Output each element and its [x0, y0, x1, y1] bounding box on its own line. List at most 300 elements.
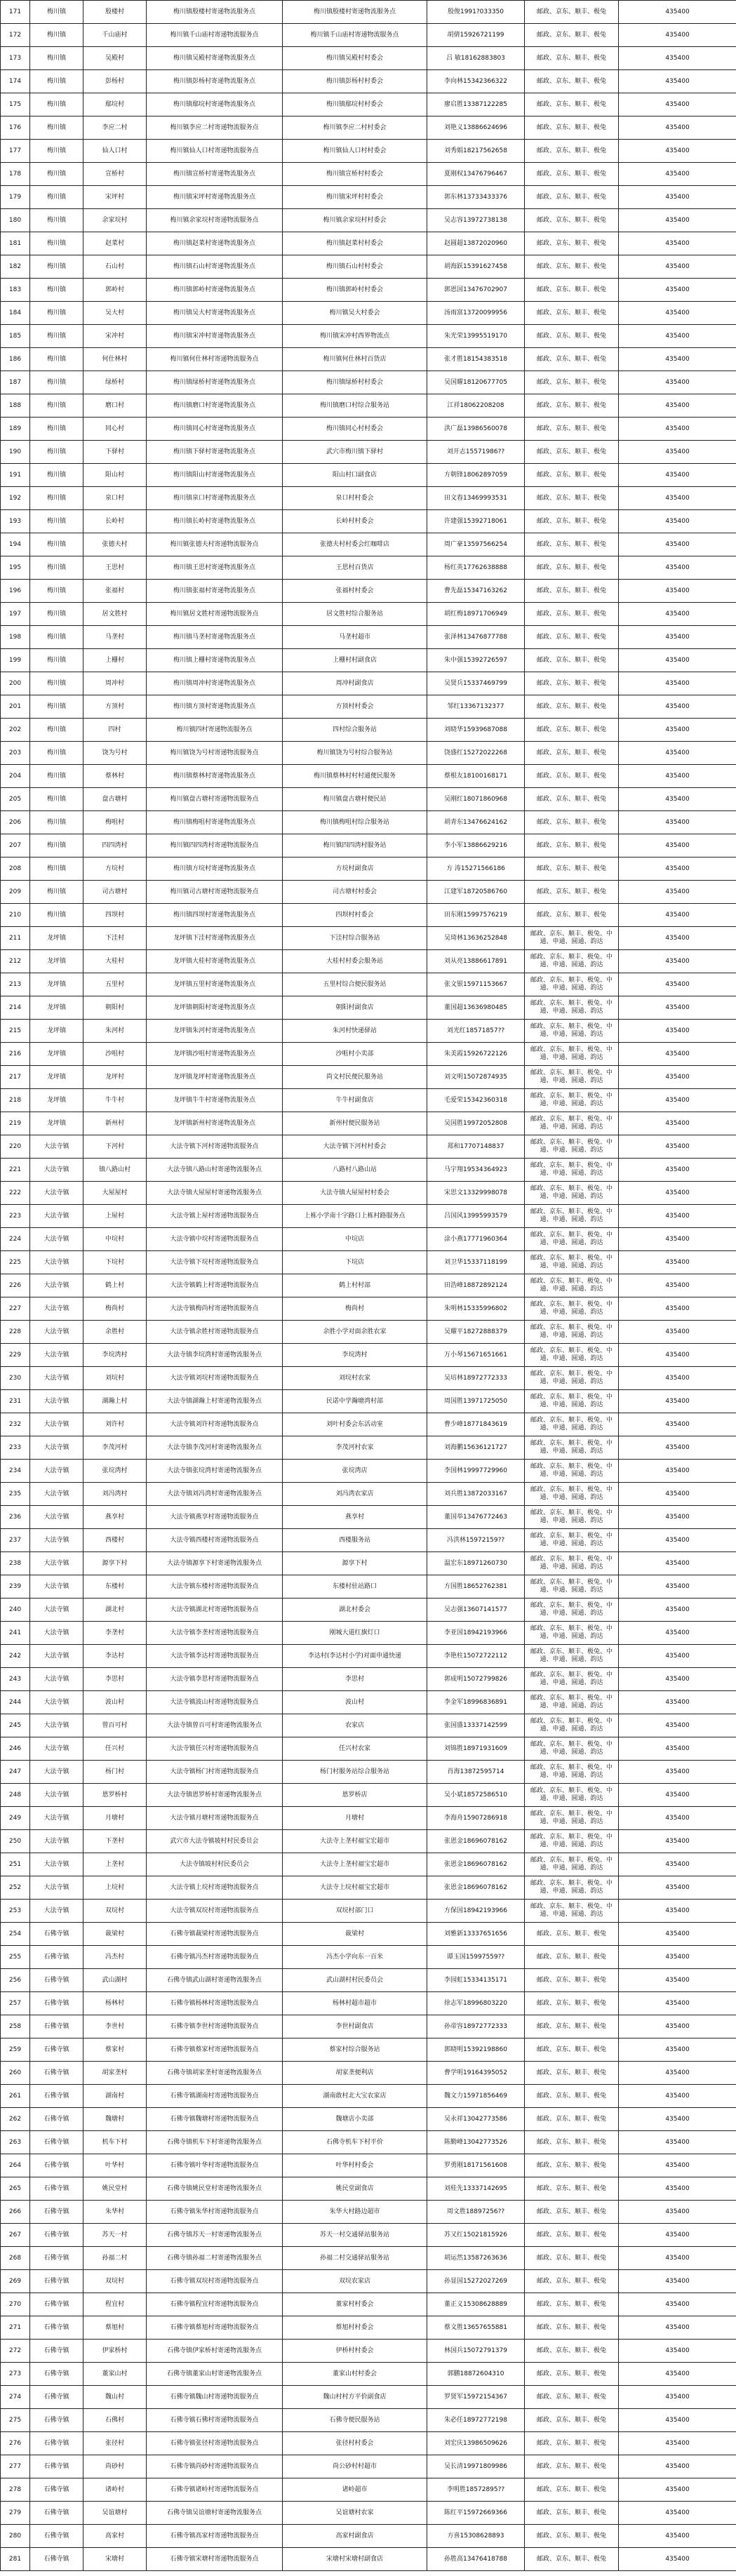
contact-cell: 孙胜高13476418788 — [427, 2548, 525, 2571]
contact-cell: 郭东林13733433376 — [427, 186, 525, 209]
row-index: 257 — [1, 1992, 30, 2015]
address-cell: 叶华村村委会 — [283, 2154, 427, 2177]
address-cell: 梅川镇余家垸村村委会 — [283, 209, 427, 232]
village-cell: 朝阳村 — [83, 996, 147, 1020]
town-cell: 梅川镇 — [30, 279, 83, 302]
table-row — [1, 672, 736, 695]
town-cell: 龙坪镇 — [30, 1112, 83, 1135]
carriers-cell: 邮政、京东、顺丰、极兔 — [525, 2247, 619, 2270]
service-point-name-cell: 大法寺镇源享下村寄递物流服务点 — [147, 1552, 283, 1575]
carriers-cell: 邮政、京东、顺丰、极兔 — [525, 186, 619, 209]
town-cell: 梅川镇 — [30, 163, 83, 186]
row-index: 189 — [1, 418, 30, 441]
postcode-cell: 435400 — [619, 2177, 736, 2201]
town-cell: 大法寺镇 — [30, 1251, 83, 1274]
row-index: 197 — [1, 603, 30, 626]
contact-cell: 刘晓华15939687088 — [427, 719, 525, 742]
row-index: 215 — [1, 1020, 30, 1043]
address-cell: 泉口村村委会 — [283, 487, 427, 510]
row-index: 277 — [1, 2455, 30, 2478]
address-cell: 梅川镇绿桥村村委会 — [283, 371, 427, 394]
address-cell: 冯杰小学向东一百米 — [283, 1946, 427, 1969]
service-point-name-cell: 大法寺镇刘垸村寄递物流服务点 — [147, 1367, 283, 1390]
postcode-cell: 435400 — [619, 2409, 736, 2432]
contact-cell: 蔡根友18100168171 — [427, 765, 525, 788]
service-point-name-cell: 大法寺镇李达村寄递物流服务点 — [147, 1645, 283, 1668]
carriers-cell: 邮政、京东、顺丰、极兔 — [525, 2015, 619, 2038]
contact-cell: 苏又红15021815926 — [427, 2224, 525, 2247]
carriers-cell: 邮政、京东、顺丰、极兔 — [525, 441, 619, 464]
row-index: 248 — [1, 1784, 30, 1807]
carriers-cell: 邮政、京东、顺丰、极兔 — [525, 2108, 619, 2131]
village-cell: 李垄村 — [83, 1622, 147, 1645]
row-index: 186 — [1, 348, 30, 371]
village-cell: 余家垸村 — [83, 209, 147, 232]
carriers-cell: 邮政、京东、顺丰、极兔、中通、申通、圆通、韵达 — [525, 1043, 619, 1066]
postcode-cell: 435400 — [619, 1714, 736, 1737]
village-cell: 苏天一村 — [83, 2224, 147, 2247]
carriers-cell: 邮政、京东、顺丰、极兔 — [525, 603, 619, 626]
contact-cell: 吴耀平18272888379 — [427, 1321, 525, 1344]
town-cell: 石佛寺镇 — [30, 2108, 83, 2131]
contact-cell: 温宏东18971260730 — [427, 1552, 525, 1575]
carriers-cell: 邮政、京东、顺丰、极兔 — [525, 2340, 619, 2363]
service-point-name-cell: 石佛寺镇机车下村寄递物流服务点 — [147, 2131, 283, 2154]
postcode-cell: 435400 — [619, 2432, 736, 2455]
postcode-cell: 435400 — [619, 1135, 736, 1159]
service-point-name-cell: 石佛寺镇伊家桥村寄递物流服务点 — [147, 2340, 283, 2363]
town-cell: 石佛寺镇 — [30, 2432, 83, 2455]
carriers-cell: 邮政、京东、顺丰、极兔、中通、申通、圆通、韵达 — [525, 1344, 619, 1367]
town-cell: 梅川镇 — [30, 348, 83, 371]
postcode-cell: 435400 — [619, 1251, 736, 1274]
town-cell: 梅川镇 — [30, 510, 83, 533]
table-row — [1, 1552, 736, 1575]
address-cell: 李思村 — [283, 1668, 427, 1691]
postcode-cell: 435400 — [619, 1599, 736, 1622]
address-cell: 刘垸村农家 — [283, 1367, 427, 1390]
table-row — [1, 1413, 736, 1436]
row-index: 225 — [1, 1251, 30, 1274]
postcode-cell: 435400 — [619, 1645, 736, 1668]
village-cell: 大桂村 — [83, 950, 147, 973]
town-cell: 大法寺镇 — [30, 1529, 83, 1552]
service-point-name-cell: 石佛寺镇高家村寄递物流服务点 — [147, 2525, 283, 2548]
address-cell: 湖南敢村北大宝农家店 — [283, 2085, 427, 2108]
village-cell: 下垄村 — [83, 1830, 147, 1853]
carriers-cell: 邮政、京东、顺丰、极兔 — [525, 2270, 619, 2293]
carriers-cell: 邮政、京东、顺丰、极兔、中通、申通、圆通、韵达 — [525, 1668, 619, 1691]
service-point-name-cell: 石佛寺镇石佛村寄递物流服务点 — [147, 2409, 283, 2432]
table-row — [1, 533, 736, 556]
postcode-cell: 435400 — [619, 1575, 736, 1599]
carriers-cell: 邮政、京东、顺丰、极兔 — [525, 788, 619, 811]
carriers-cell: 邮政、京东、顺丰、极兔、中通、申通、圆通、韵达 — [525, 1251, 619, 1274]
carriers-cell: 邮政、京东、顺丰、极兔 — [525, 2502, 619, 2525]
table-row — [1, 1159, 736, 1182]
village-cell: 李思村 — [83, 1668, 147, 1691]
table-row — [1, 1020, 736, 1043]
address-cell: 梅川镇李应二村村委会 — [283, 116, 427, 140]
carriers-cell: 邮政、京东、顺丰、极兔 — [525, 2224, 619, 2247]
row-index: 212 — [1, 950, 30, 973]
contact-cell: 魏文力15971856469 — [427, 2085, 525, 2108]
service-point-name-cell: 石佛寺镇张径村寄递物流服务点 — [147, 2432, 283, 2455]
contact-cell: 罗勇刚18171561608 — [427, 2154, 525, 2177]
service-point-name-cell: 大法寺镇湖北村寄递物流服务点 — [147, 1599, 283, 1622]
table-row — [1, 2201, 736, 2224]
address-cell: 燕享村 — [283, 1506, 427, 1529]
village-cell: 尚砂村 — [83, 2455, 147, 2478]
table-row — [1, 742, 736, 765]
village-cell: 宋冲村 — [83, 325, 147, 348]
town-cell: 大法寺镇 — [30, 1182, 83, 1205]
postcode-cell: 435400 — [619, 1043, 736, 1066]
carriers-cell: 邮政、京东、顺丰、极兔 — [525, 510, 619, 533]
town-cell: 龙坪镇 — [30, 927, 83, 950]
town-cell: 梅川镇 — [30, 649, 83, 672]
village-cell: 马垄村 — [83, 626, 147, 649]
contact-cell: 殷俊1991?033350 — [427, 1, 525, 24]
postcode-cell: 435400 — [619, 348, 736, 371]
table-row — [1, 1645, 736, 1668]
village-cell: 湖南村 — [83, 2085, 147, 2108]
contact-cell: 郭晓明15392198860 — [427, 2038, 525, 2062]
contact-cell: 孙帝容18972772333 — [427, 2015, 525, 2038]
contact-cell: 郑和17707148837 — [427, 1135, 525, 1159]
address-cell: 梅川镇吴殿村村委会 — [283, 47, 427, 70]
service-point-name-cell: 大法寺镇燕享村寄递物流服务点 — [147, 1506, 283, 1529]
table-row — [1, 1390, 736, 1413]
row-index: 274 — [1, 2386, 30, 2409]
table-row — [1, 1066, 736, 1089]
town-cell: 梅川镇 — [30, 881, 83, 904]
postcode-cell: 435400 — [619, 1529, 736, 1552]
row-index: 202 — [1, 719, 30, 742]
carriers-cell: 邮政、京东、顺丰、极兔、中通、申通、圆通、韵达 — [525, 1622, 619, 1645]
town-cell: 石佛寺镇 — [30, 2247, 83, 2270]
village-cell: 司古塘村 — [83, 881, 147, 904]
postcode-cell: 435400 — [619, 580, 736, 603]
contact-cell: 马宇翔19534364923 — [427, 1159, 525, 1182]
contact-cell: 赵圆超13872020960 — [427, 232, 525, 255]
contact-cell: 邹红13367132377 — [427, 695, 525, 719]
village-cell: 吴大村 — [83, 302, 147, 325]
service-point-name-cell: 大法寺镇李垸湾村寄递物流服务点 — [147, 1344, 283, 1367]
town-cell: 梅川镇 — [30, 788, 83, 811]
address-cell: 姚民堂副食店 — [283, 2177, 427, 2201]
row-index: 240 — [1, 1599, 30, 1622]
table-row — [1, 1483, 736, 1506]
town-cell: 梅川镇 — [30, 371, 83, 394]
table-row — [1, 834, 736, 857]
carriers-cell: 邮政、京东、顺丰、极兔 — [525, 719, 619, 742]
contact-cell: 吴永祥13042773586 — [427, 2108, 525, 2131]
carriers-cell: 邮政、京东、顺丰、极兔 — [525, 371, 619, 394]
contact-cell: 江建军18720586760 — [427, 881, 525, 904]
carriers-cell: 邮政、京东、顺丰、极兔 — [525, 2455, 619, 2478]
town-cell: 石佛寺镇 — [30, 2525, 83, 2548]
carriers-cell: 邮政、京东、顺丰、极兔 — [525, 2085, 619, 2108]
postcode-cell: 435400 — [619, 394, 736, 418]
contact-cell: 汤雨富13720099956 — [427, 302, 525, 325]
carriers-cell: 邮政、京东、顺丰、极兔 — [525, 2363, 619, 2386]
contact-cell: 刘卫华15337118199 — [427, 1251, 525, 1274]
postcode-cell: 435400 — [619, 2224, 736, 2247]
town-cell: 梅川镇 — [30, 47, 83, 70]
service-point-name-cell: 梅川镇司古塘村寄递物流服务点 — [147, 881, 283, 904]
row-index: 258 — [1, 2015, 30, 2038]
row-index: 205 — [1, 788, 30, 811]
carriers-cell: 邮政、京东、顺丰、极兔、中通、申通、圆通、韵达 — [525, 1737, 619, 1761]
postcode-cell: 435400 — [619, 1900, 736, 1923]
village-cell: 月塘村 — [83, 1807, 147, 1830]
village-cell: 石佛村 — [83, 2409, 147, 2432]
table-row — [1, 927, 736, 950]
row-index: 183 — [1, 279, 30, 302]
town-cell: 龙坪镇 — [30, 1043, 83, 1066]
contact-cell: 李海舟15907286918 — [427, 1807, 525, 1830]
service-point-name-cell: 石佛寺镇裁梁村寄递物流服务点 — [147, 1923, 283, 1946]
village-cell: 鹤上村 — [83, 1274, 147, 1297]
carriers-cell: 邮政、京东、顺丰、极兔、中通、申通、圆通、韵达 — [525, 1691, 619, 1714]
address-cell: 苏天一村交通驿站服务站 — [283, 2224, 427, 2247]
address-cell: 蔡家村综合服务站 — [283, 2038, 427, 2062]
table-row — [1, 279, 736, 302]
town-cell: 大法寺镇 — [30, 1205, 83, 1228]
address-cell: 武穴市梅川镇下驿村 — [283, 441, 427, 464]
address-cell: 四坝村村委会 — [283, 904, 427, 927]
village-cell: 磨口村 — [83, 394, 147, 418]
town-cell: 石佛寺镇 — [30, 2015, 83, 2038]
table-row — [1, 47, 736, 70]
town-cell: 龙坪镇 — [30, 1020, 83, 1043]
postcode-cell: 435400 — [619, 2548, 736, 2571]
table-row — [1, 1900, 736, 1923]
address-cell: 梅川镇千山庙村寄递物流服务点 — [283, 24, 427, 47]
service-point-name-cell: 龙坪镇新州村寄递物流服务点 — [147, 1112, 283, 1135]
address-cell: 上栅村村副食店 — [283, 649, 427, 672]
row-index: 207 — [1, 834, 30, 857]
village-cell: 蔡林村 — [83, 765, 147, 788]
table-row — [1, 1714, 736, 1737]
town-cell: 大法寺镇 — [30, 1691, 83, 1714]
town-cell: 大法寺镇 — [30, 1390, 83, 1413]
village-cell: 姚民堂村 — [83, 2177, 147, 2201]
carriers-cell: 邮政、京东、顺丰、极兔、中通、申通、圆通、韵达 — [525, 1228, 619, 1251]
table-row — [1, 441, 736, 464]
contact-cell: 胡倩15926721199 — [427, 24, 525, 47]
village-cell: 张垸湾村 — [83, 1460, 147, 1483]
carriers-cell: 邮政、京东、顺丰、极兔、中通、申通、圆通、韵达 — [525, 1529, 619, 1552]
carriers-cell: 邮政、京东、顺丰、极兔、中通、申通、圆通、韵达 — [525, 1135, 619, 1159]
town-cell: 石佛寺镇 — [30, 2316, 83, 2340]
postcode-cell: 435400 — [619, 2154, 736, 2177]
postcode-cell: 435400 — [619, 510, 736, 533]
contact-cell: 胡红梅18971706949 — [427, 603, 525, 626]
town-cell: 龙坪镇 — [30, 950, 83, 973]
address-cell: 沙咀村小卖部 — [283, 1043, 427, 1066]
contact-cell: 李国林19997729960 — [427, 1460, 525, 1483]
row-index: 173 — [1, 47, 30, 70]
table-row — [1, 140, 736, 163]
row-index: 180 — [1, 209, 30, 232]
address-cell: 梅川镇郭岭村村委会 — [283, 279, 427, 302]
postcode-cell: 435400 — [619, 1460, 736, 1483]
address-cell: 刘叶村委会东活动室 — [283, 1413, 427, 1436]
village-cell: 双垸村 — [83, 2270, 147, 2293]
village-cell: 波山村 — [83, 1691, 147, 1714]
village-cell: 殷楼村 — [83, 1, 147, 24]
postcode-cell: 435400 — [619, 2247, 736, 2270]
town-cell: 石佛寺镇 — [30, 2085, 83, 2108]
town-cell: 大法寺镇 — [30, 1900, 83, 1923]
village-cell: 机车下村 — [83, 2131, 147, 2154]
service-point-name-cell: 梅川镇四村寄递物流服务点 — [147, 719, 283, 742]
address-cell: 胡家垄便利店 — [283, 2062, 427, 2085]
contact-cell: 孙显国15272027269 — [427, 2270, 525, 2293]
town-cell: 石佛寺镇 — [30, 2455, 83, 2478]
service-point-name-cell: 石佛寺镇宋塘村寄递物流服务点 — [147, 2548, 283, 2571]
contact-cell: 郭成明15072799826 — [427, 1668, 525, 1691]
table-row — [1, 1089, 736, 1112]
service-point-name-cell: 大法寺镇中垸村寄递物流服务点 — [147, 1228, 283, 1251]
postcode-cell: 435400 — [619, 2478, 736, 2502]
service-point-name-cell: 石佛寺镇吴谊塘村寄递物流服务点 — [147, 2502, 283, 2525]
service-point-name-cell: 梅川镇宋冲村寄递物流服务点 — [147, 325, 283, 348]
row-index: 184 — [1, 302, 30, 325]
table-row — [1, 2316, 736, 2340]
carriers-cell: 邮政、京东、顺丰、极兔 — [525, 279, 619, 302]
postcode-cell: 435400 — [619, 1506, 736, 1529]
village-cell: 上屋村 — [83, 1205, 147, 1228]
table-row — [1, 1622, 736, 1645]
postcode-cell: 435400 — [619, 2038, 736, 2062]
carriers-cell: 邮政、京东、顺丰、极兔 — [525, 163, 619, 186]
postcode-cell: 435400 — [619, 441, 736, 464]
row-index: 245 — [1, 1714, 30, 1737]
service-point-name-cell: 梅川镇仙人口村寄递物流服务点 — [147, 140, 283, 163]
address-cell: 李世村副食店 — [283, 2015, 427, 2038]
service-point-name-cell: 梅川镇李应二村寄递物流服务点 — [147, 116, 283, 140]
address-cell: 蔡旭村村委会 — [283, 2316, 427, 2340]
carriers-cell: 邮政、京东、顺丰、极兔、中通、申通、圆通、韵达 — [525, 1159, 619, 1182]
town-cell: 龙坪镇 — [30, 996, 83, 1020]
postcode-cell: 435400 — [619, 1668, 736, 1691]
contact-cell: 罗贤军15972154367 — [427, 2386, 525, 2409]
table-row — [1, 464, 736, 487]
village-cell: 石山村 — [83, 255, 147, 279]
postcode-cell: 435400 — [619, 881, 736, 904]
contact-cell: 许建强15392718061 — [427, 510, 525, 533]
contact-cell: 朱美霞15926722126 — [427, 1043, 525, 1066]
contact-cell: 董国举13476772463 — [427, 1506, 525, 1529]
village-cell: 武山湖村 — [83, 1969, 147, 1992]
table-row — [1, 2525, 736, 2548]
table-row — [1, 996, 736, 1020]
row-index: 265 — [1, 2177, 30, 2201]
carriers-cell: 邮政、京东、顺丰、极兔 — [525, 672, 619, 695]
address-cell: 梅川镇宋坪村村委会 — [283, 186, 427, 209]
carriers-cell: 邮政、京东、顺丰、极兔 — [525, 2478, 619, 2502]
postcode-cell: 435400 — [619, 1159, 736, 1182]
address-cell: 梅川镇宋冲村西界物流点 — [283, 325, 427, 348]
address-cell: 尚文村民便民服务站 — [283, 1066, 427, 1089]
contact-cell: 吕 敏18162883803 — [427, 47, 525, 70]
service-point-name-cell: 梅川镇殷楼村寄递物流服务点 — [147, 1, 283, 24]
address-cell: 大法寺镇下河村村委会 — [283, 1135, 427, 1159]
carriers-cell: 邮政、京东、顺丰、极兔 — [525, 394, 619, 418]
row-index: 263 — [1, 2131, 30, 2154]
row-index: 243 — [1, 1668, 30, 1691]
carriers-cell: 邮政、京东、顺丰、极兔、中通、申通、圆通、韵达 — [525, 1599, 619, 1622]
service-point-name-cell: 石佛寺镇魏塘村寄递物流服务点 — [147, 2108, 283, 2131]
row-index: 251 — [1, 1853, 30, 1876]
service-point-name-cell: 大法寺镇鹤上村寄递物流服务点 — [147, 1274, 283, 1297]
service-point-name-cell: 石佛寺镇董家山村寄递物流服务点 — [147, 2363, 283, 2386]
town-cell: 石佛寺镇 — [30, 2154, 83, 2177]
contact-cell: 田文春13469993531 — [427, 487, 525, 510]
contact-cell: 胡青东13476624162 — [427, 811, 525, 834]
carriers-cell: 邮政、京东、顺丰、极兔、中通、申通、圆通、韵达 — [525, 1205, 619, 1228]
carriers-cell: 邮政、京东、顺丰、极兔 — [525, 47, 619, 70]
table-body — [1, 1, 736, 2571]
village-cell: 刘垸村 — [83, 1367, 147, 1390]
service-point-name-cell: 梅川镇梅咀村寄递物流服务点 — [147, 811, 283, 834]
contact-cell: 万小琴15671651661 — [427, 1344, 525, 1367]
postcode-cell: 435400 — [619, 1344, 736, 1367]
table-row — [1, 1691, 736, 1714]
carriers-cell: 邮政、京东、顺丰、极兔 — [525, 904, 619, 927]
address-cell: 诸岭超市 — [283, 2478, 427, 2502]
contact-cell: 胡海跃15391627458 — [427, 255, 525, 279]
village-cell: 杨门村 — [83, 1761, 147, 1784]
town-cell: 梅川镇 — [30, 116, 83, 140]
contact-cell: 董国超13636980485 — [427, 996, 525, 1020]
postcode-cell: 435400 — [619, 2340, 736, 2363]
carriers-cell: 邮政、京东、顺丰、极兔、中通、申通、圆通、韵达 — [525, 1575, 619, 1599]
service-point-name-cell: 石佛寺镇苏天一村寄递物流服务点 — [147, 2224, 283, 2247]
table-row — [1, 1460, 736, 1483]
postcode-cell: 435400 — [619, 1691, 736, 1714]
village-cell: 绿桥村 — [83, 371, 147, 394]
service-point-name-cell: 梅川镇四四湾村寄递物流服务点 — [147, 834, 283, 857]
table-row — [1, 1830, 736, 1853]
service-point-name-cell: 龙坪镇朱河村寄递物流服务点 — [147, 1020, 283, 1043]
address-cell: 月塘村 — [283, 1807, 427, 1830]
postcode-cell: 435400 — [619, 2363, 736, 2386]
village-cell: 湖北村 — [83, 1599, 147, 1622]
row-index: 177 — [1, 140, 30, 163]
carriers-cell: 邮政、京东、顺丰、极兔 — [525, 857, 619, 881]
carriers-cell: 邮政、京东、顺丰、极兔、中通、申通、圆通、韵达 — [525, 1876, 619, 1900]
town-cell: 石佛寺镇 — [30, 2201, 83, 2224]
carriers-cell: 邮政、京东、顺丰、极兔、中通、申通、圆通、韵达 — [525, 1784, 619, 1807]
address-cell: 朱河村快递驿站 — [283, 1020, 427, 1043]
postcode-cell: 435400 — [619, 1784, 736, 1807]
row-index: 226 — [1, 1274, 30, 1297]
carriers-cell: 邮政、京东、顺丰、极兔 — [525, 232, 619, 255]
carriers-cell: 邮政、京东、顺丰、极兔、中通、申通、圆通、韵达 — [525, 1367, 619, 1390]
carriers-cell: 邮政、京东、顺丰、极兔、中通、申通、圆通、韵达 — [525, 1714, 619, 1737]
contact-cell: 张才胜18154383518 — [427, 348, 525, 371]
village-cell: 下垸村 — [83, 1251, 147, 1274]
row-index: 259 — [1, 2038, 30, 2062]
address-cell: 大法寺镇大屋屋村村委会 — [283, 1182, 427, 1205]
village-cell: 泉口村 — [83, 487, 147, 510]
row-index: 276 — [1, 2432, 30, 2455]
contact-cell: 李向林15342366322 — [427, 70, 525, 93]
